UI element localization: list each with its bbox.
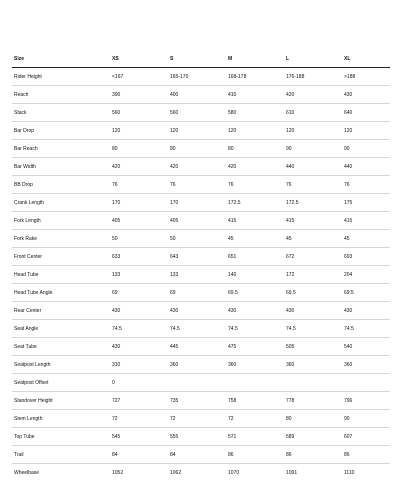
table-row <box>12 266 390 284</box>
table-cell: 170 <box>110 194 168 212</box>
table-row <box>12 104 390 122</box>
table-cell: 120 <box>110 122 168 140</box>
table-cell: 80 <box>284 410 342 428</box>
table-row <box>12 194 390 212</box>
header-xs: XS <box>110 50 168 68</box>
table-row <box>12 140 390 158</box>
table-row <box>12 122 390 140</box>
row-label: Stem Length <box>12 410 110 428</box>
table-row <box>12 338 390 356</box>
table-cell: 360 <box>226 356 284 374</box>
header-size: Size <box>12 50 110 68</box>
table-cell: 430 <box>342 86 390 104</box>
row-label: Bar Reach <box>12 140 110 158</box>
table-cell: 72 <box>226 410 284 428</box>
table-cell: 410 <box>226 86 284 104</box>
table-cell: 74.5 <box>342 320 390 338</box>
table-cell: 204 <box>342 266 390 284</box>
table-cell: 175 <box>342 194 390 212</box>
table-cell: 545 <box>110 428 168 446</box>
table-cell: 1110 <box>344 469 355 476</box>
table-cell: 133 <box>110 266 168 284</box>
table-cell: 172 <box>284 266 342 284</box>
table-cell: 172.5 <box>284 194 342 212</box>
table-cell: 420 <box>168 158 226 176</box>
row-label: Fork Rake <box>12 230 110 248</box>
table-cell: 133 <box>168 266 226 284</box>
table-row <box>12 392 390 410</box>
table-row <box>12 68 390 86</box>
row-label: Rear Center <box>12 302 110 320</box>
table-cell: 360 <box>342 356 390 374</box>
table-cell: 540 <box>342 338 390 356</box>
row-label: Seatpost Length <box>12 356 110 374</box>
table-cell: 74.5 <box>168 320 226 338</box>
table-cell: 415 <box>226 212 284 230</box>
geometry-table-header <box>12 50 390 68</box>
header-s: S <box>168 50 226 68</box>
table-cell: 415 <box>342 212 390 230</box>
table-cell: 72 <box>168 410 226 428</box>
table-cell: 580 <box>226 104 284 122</box>
table-cell: 120 <box>342 122 390 140</box>
table-cell: 170 <box>168 194 226 212</box>
table-cell: 1062 <box>170 469 182 476</box>
table-row <box>12 320 390 338</box>
table-cell: 45 <box>284 230 342 248</box>
table-cell: 440 <box>342 158 390 176</box>
table-cell: <167 <box>110 68 168 86</box>
header-xl: XL <box>342 50 390 68</box>
table-row <box>12 374 390 392</box>
table-cell: 430 <box>168 302 226 320</box>
table-row <box>12 86 390 104</box>
table-cell: 571 <box>226 428 284 446</box>
table-cell: 430 <box>110 302 168 320</box>
table-cell: 1052 <box>112 469 124 476</box>
table-cell: 74.5 <box>226 320 284 338</box>
table-cell: 120 <box>284 122 342 140</box>
table-cell: 69 <box>110 284 168 302</box>
table-row <box>12 356 390 374</box>
table-cell: 735 <box>168 392 226 410</box>
table-cell: 168-178 <box>226 68 284 86</box>
geometry-table-body <box>12 68 390 482</box>
table-cell: 80 <box>226 140 284 158</box>
table-cell: 796 <box>342 392 390 410</box>
table-cell: 405 <box>110 212 168 230</box>
table-cell: 560 <box>110 104 168 122</box>
table-cell: 45 <box>342 230 390 248</box>
table-cell: 420 <box>284 86 342 104</box>
table-cell: 610 <box>284 104 342 122</box>
table-cell: 140 <box>226 266 284 284</box>
table-row <box>12 446 390 464</box>
table-cell: 430 <box>110 338 168 356</box>
table-cell: 74.5 <box>284 320 342 338</box>
table-cell: 76 <box>168 176 226 194</box>
row-label: Seat Angle <box>12 320 110 338</box>
table-cell: 420 <box>226 158 284 176</box>
table-row <box>12 428 390 446</box>
table-cell: 1070 <box>228 469 240 476</box>
table-cell: 90 <box>284 140 342 158</box>
row-label: Crank Length <box>12 194 110 212</box>
table-cell: 430 <box>284 302 342 320</box>
table-cell: 390 <box>110 86 168 104</box>
table-cell: 0 <box>110 374 168 392</box>
table-cell: 633 <box>110 248 168 266</box>
table-cell: 651 <box>226 248 284 266</box>
table-cell: 310 <box>110 356 168 374</box>
row-label: Front Center <box>12 248 110 266</box>
table-cell: 172.5 <box>226 194 284 212</box>
table-cell: 84 <box>110 446 168 464</box>
table-cell: 76 <box>284 176 342 194</box>
table-cell: 360 <box>168 356 226 374</box>
table-cell: 555 <box>168 428 226 446</box>
table-cell: 1091 <box>286 469 298 476</box>
table-cell: 176-188 <box>284 68 342 86</box>
table-cell: 360 <box>284 356 342 374</box>
table-cell: 445 <box>168 338 226 356</box>
table-cell: 505 <box>284 338 342 356</box>
table-cell: 693 <box>342 248 390 266</box>
table-cell: 76 <box>342 176 390 194</box>
table-cell: 72 <box>110 410 168 428</box>
row-label: Fork Length <box>12 212 110 230</box>
row-label: Seat Tube <box>12 338 110 356</box>
row-label: Reach <box>12 86 110 104</box>
table-cell: 50 <box>168 230 226 248</box>
row-label: BB Drop <box>12 176 110 194</box>
table-cell: 120 <box>168 122 226 140</box>
table-cell: 50 <box>110 230 168 248</box>
table-cell: 420 <box>110 158 168 176</box>
table-row <box>12 302 390 320</box>
table-cell: 74.5 <box>110 320 168 338</box>
table-cell: 640 <box>342 104 390 122</box>
row-label: Head Tube Angle <box>12 284 110 302</box>
table-cell: 643 <box>168 248 226 266</box>
table-cell: 86 <box>342 446 390 464</box>
table-row <box>12 464 390 482</box>
table-cell: 120 <box>226 122 284 140</box>
row-label: Head Tube <box>12 266 110 284</box>
table-row <box>12 158 390 176</box>
table-row <box>12 248 390 266</box>
table-cell: 727 <box>110 392 168 410</box>
table-cell: 430 <box>342 302 390 320</box>
row-label: Wheelbase <box>14 469 40 476</box>
table-cell <box>226 374 284 392</box>
table-row <box>12 410 390 428</box>
table-cell: 440 <box>284 158 342 176</box>
table-cell: 76 <box>110 176 168 194</box>
table-cell: 560 <box>168 104 226 122</box>
table-cell: 69.5 <box>226 284 284 302</box>
row-label: Bar Drop <box>12 122 110 140</box>
row-label: Stack <box>12 104 110 122</box>
table-cell: 672 <box>284 248 342 266</box>
table-cell: 589 <box>284 428 342 446</box>
table-cell: 86 <box>284 446 342 464</box>
table-cell: 778 <box>284 392 342 410</box>
table-cell: 86 <box>226 446 284 464</box>
header-row <box>12 50 390 68</box>
table-cell: >188 <box>342 68 390 86</box>
table-cell: 76 <box>226 176 284 194</box>
row-label: Bar Width <box>12 158 110 176</box>
table-row <box>12 284 390 302</box>
table-cell: 69.5 <box>342 284 390 302</box>
table-cell: 415 <box>284 212 342 230</box>
row-label: Top Tube <box>12 428 110 446</box>
table-cell: 69.5 <box>284 284 342 302</box>
table-cell: 69 <box>168 284 226 302</box>
table-cell: 758 <box>226 392 284 410</box>
row-label: Rider Height <box>12 68 110 86</box>
table-cell: 90 <box>342 140 390 158</box>
row-label: Standover Height <box>12 392 110 410</box>
table-cell: 80 <box>110 140 168 158</box>
table-cell: 400 <box>168 86 226 104</box>
table-cell: 405 <box>168 212 226 230</box>
table-cell: 84 <box>168 446 226 464</box>
table-cell <box>284 374 342 392</box>
table-row <box>12 230 390 248</box>
row-label: Trail <box>12 446 110 464</box>
table-row <box>12 212 390 230</box>
geometry-table <box>12 50 390 481</box>
table-cell <box>342 374 390 392</box>
header-m: M <box>226 50 284 68</box>
table-cell: 80 <box>168 140 226 158</box>
table-cell: 90 <box>342 410 390 428</box>
header-l: L <box>284 50 342 68</box>
table-cell: 607 <box>342 428 390 446</box>
table-cell: 165-170 <box>168 68 226 86</box>
table-row <box>12 176 390 194</box>
table-cell: 430 <box>226 302 284 320</box>
table-cell: 475 <box>226 338 284 356</box>
table-cell: 45 <box>226 230 284 248</box>
table-cell <box>168 374 226 392</box>
row-label: Seatpost Offset <box>12 374 110 392</box>
